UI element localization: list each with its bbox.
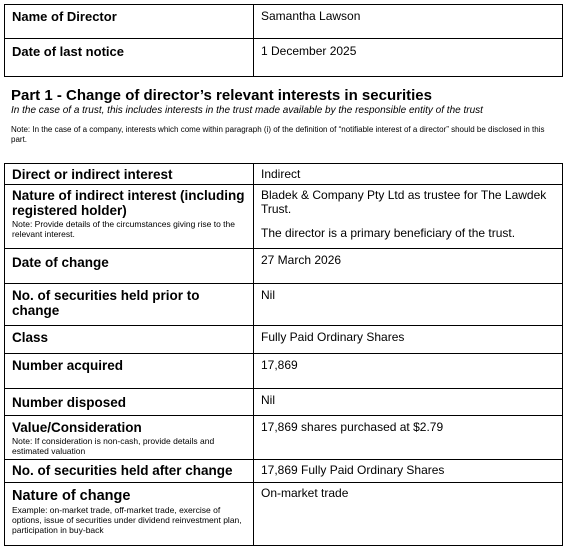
director-name-label: Name of Director (12, 9, 117, 24)
director-name-value: Samantha Lawson (261, 9, 361, 23)
part1-subheading: In the case of a trust, this includes interests in the trust made available by the responsible entity of the trust (11, 105, 483, 116)
class-row (5, 326, 563, 354)
interest-type-value: Indirect (261, 167, 301, 181)
disposed-row (5, 389, 563, 416)
interest-type-label: Direct or indirect interest (12, 167, 173, 182)
part1-header (11, 87, 559, 145)
last-notice-value: 1 December 2025 (261, 44, 357, 58)
nature-change-note: Example: on-market trade, off-market trade, exercise of options, issue of securities under dividend reinvestment plan, participation in buy-back (12, 505, 242, 535)
nature-change-row (5, 483, 563, 546)
disposed-label: Number disposed (12, 395, 127, 410)
nature-indirect-value-beneficiary: The director is a primary beneficiary of the trust. (261, 226, 516, 240)
director-name-row (5, 5, 563, 39)
last-notice-label: Date of last notice (12, 44, 124, 59)
date-change-value: 27 March 2026 (261, 253, 342, 267)
class-value: Fully Paid Ordinary Shares (261, 330, 405, 344)
nature-indirect-value-trustee: Bladek & Company Pty Ltd as trustee for The Lawdek Trust. (261, 188, 547, 216)
nature-change-label: Nature of change (12, 488, 131, 504)
held-prior-value: Nil (261, 288, 275, 302)
held-prior-row (5, 284, 563, 326)
interests-table (4, 163, 563, 546)
nature-change-value: On-market trade (261, 486, 349, 500)
acquired-row (5, 354, 563, 389)
director-details-table (4, 4, 563, 77)
consideration-value: 17,869 shares purchased at $2.79 (261, 420, 444, 434)
consideration-note: Note: If consideration is non-cash, provide details and estimated valuation (12, 436, 215, 456)
last-notice-row (5, 39, 563, 77)
nature-indirect-row (5, 185, 563, 249)
acquired-label: Number acquired (12, 358, 124, 373)
nature-indirect-label: Nature of indirect interest (including registered holder) (12, 188, 245, 218)
consideration-row (5, 416, 563, 460)
held-after-row (5, 460, 563, 483)
interest-type-row (5, 164, 563, 185)
date-change-label: Date of change (12, 255, 109, 270)
held-after-value: 17,869 Fully Paid Ordinary Shares (261, 463, 445, 477)
class-label: Class (12, 330, 49, 345)
part1-heading: Part 1 - Change of director’s relevant interests in securities (11, 87, 432, 104)
disposed-value: Nil (261, 393, 275, 407)
part1-note: Note: In the case of a company, interests which come within paragraph (i) of the definition of “notifiable interest of a director” should be disclosed in this part. (11, 125, 545, 144)
consideration-label: Value/Consideration (12, 420, 142, 435)
nature-indirect-note: Note: Provide details of the circumstances giving rise to the relevant interest. (12, 219, 235, 239)
held-after-label: No. of securities held after change (12, 463, 233, 478)
held-prior-label: No. of securities held prior to change (12, 288, 200, 318)
acquired-value: 17,869 (261, 358, 298, 372)
date-change-row (5, 249, 563, 284)
